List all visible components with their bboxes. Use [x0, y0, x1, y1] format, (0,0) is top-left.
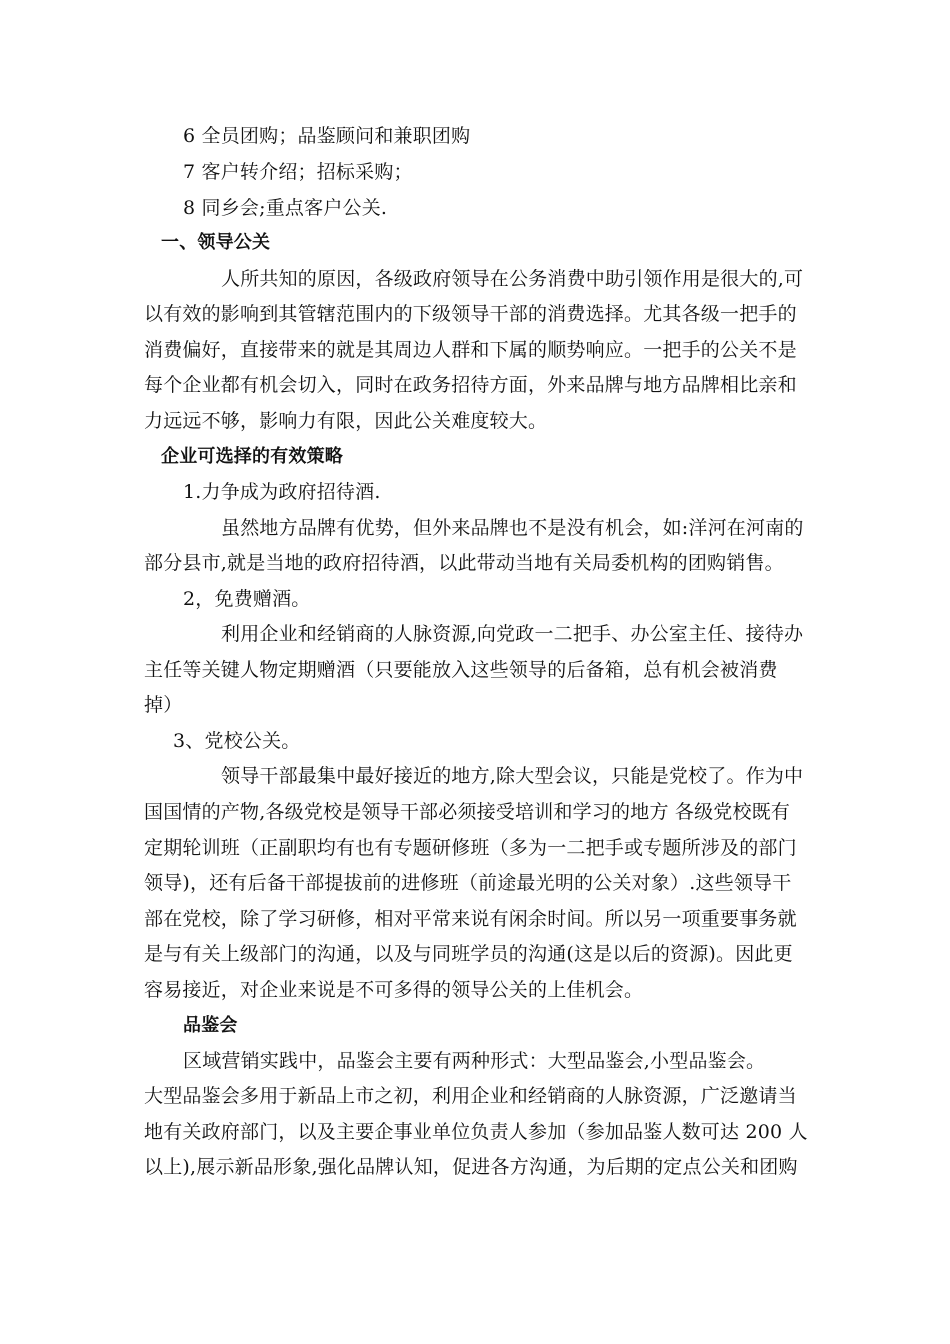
paragraph-line: 是与有关上级部门的沟通，以及与同班学员的沟通(这是以后的资源)。因此更	[144, 943, 793, 965]
paragraph-line: 国国情的产物,各级党校是领导干部必须接受培训和学习的地方 各级党校既有	[144, 801, 791, 823]
paragraph-line: 主任等关键人物定期赠酒（只要能放入这些领导的后备箱，总有机会被消费	[144, 659, 778, 681]
paragraph-line: 大型品鉴会多用于新品上市之初，利用企业和经销商的人脉资源，广泛邀请当	[144, 1085, 797, 1107]
paragraph-line: 每个企业都有机会切入，同时在政务招待方面，外来品牌与地方品牌相比亲和	[144, 374, 797, 396]
paragraph-line: 以上),展示新品形象,强化品牌认知，促进各方沟通，为后期的定点公关和团购	[144, 1156, 798, 1178]
paragraph-line: 地有关政府部门，以及主要企事业单位负责人参加（参加品鉴人数可达 200 人	[144, 1121, 808, 1143]
paragraph-line: 领导干部最集中最好接近的地方,除大型会议，只能是党校了。作为中	[221, 765, 804, 787]
paragraph-line: 虽然地方品牌有优势，但外来品牌也不是没有机会，如:洋河在河南的	[221, 517, 804, 539]
strategy-title: 1.力争成为政府招待酒.	[183, 481, 381, 503]
paragraph-line: 容易接近，对企业来说是不可多得的领导公关的上佳机会。	[144, 979, 644, 1001]
paragraph-line: 以有效的影响到其管辖范围内的下级领导干部的消费选择。尤其各级一把手的	[144, 303, 797, 325]
list-item: 6 全员团购；品鉴顾问和兼职团购	[183, 125, 471, 147]
paragraph-line: 力远远不够，影响力有限，因此公关难度较大。	[144, 410, 548, 432]
paragraph-line: 部分县市,就是当地的政府招待酒，以此带动当地有关局委机构的团购销售。	[144, 552, 784, 574]
subsection-heading: 企业可选择的有效策略	[161, 446, 343, 467]
section-heading: 一、领导公关	[161, 232, 271, 253]
paragraph-line: 掉）	[144, 694, 183, 716]
paragraph-line: 区域营销实践中，品鉴会主要有两种形式：大型品鉴会,小型品鉴会。	[183, 1050, 766, 1072]
strategy-title: 2，免费赠酒。	[183, 588, 311, 610]
strategy-title: 3、党校公关。	[173, 730, 301, 752]
paragraph-line: 利用企业和经销商的人脉资源,向党政一二把手、办公室主任、接待办	[221, 623, 804, 645]
paragraph-line: 定期轮训班（正副职均有也有专题研修班（多为一二把手或专题所涉及的部门	[144, 837, 797, 859]
paragraph-line: 领导)，还有后备干部提拔前的进修班（前途最光明的公关对象）.这些领导干	[144, 872, 792, 894]
paragraph-line: 消费偏好，直接带来的就是其周边人群和下属的顺势响应。一把手的公关不是	[144, 339, 797, 361]
section-heading: 品鉴会	[183, 1015, 238, 1036]
list-item: 8 同乡会;重点客户公关.	[183, 197, 388, 219]
paragraph-line: 人所共知的原因，各级政府领导在公务消费中助引领作用是很大的,可	[221, 268, 804, 290]
paragraph-line: 部在党校，除了学习研修，相对平常来说有闲余时间。所以另一项重要事务就	[144, 908, 797, 930]
list-item: 7 客户转介绍；招标采购；	[183, 161, 413, 183]
